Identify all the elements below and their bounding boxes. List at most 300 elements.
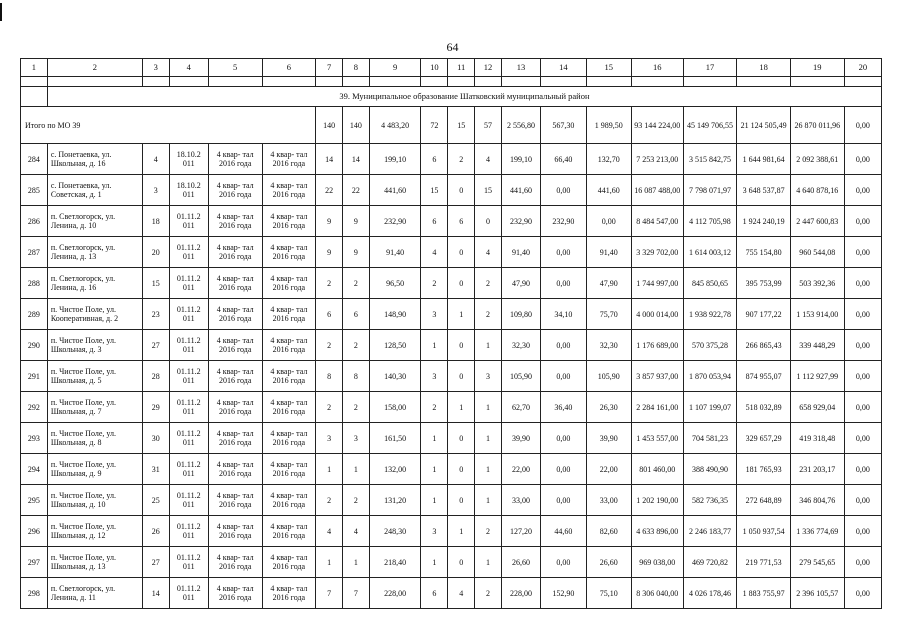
section-title: 39. Муниципальное образование Шатковский муниципальный район	[47, 87, 881, 107]
total-value-cell: 1 989,50	[586, 107, 631, 144]
table-cell: 01.11.2 011	[169, 299, 208, 330]
table-cell: 199,10	[369, 144, 421, 175]
table-cell: 907 177,22	[737, 299, 791, 330]
table-cell: 289	[21, 299, 48, 330]
table-cell: 1	[343, 454, 370, 485]
spacer-cell	[262, 77, 316, 87]
table-cell: 34,10	[541, 299, 586, 330]
table-cell: 1 202 190,00	[632, 485, 684, 516]
table-cell: 291	[21, 361, 48, 392]
table-cell: 1	[316, 454, 343, 485]
table-cell: 47,90	[586, 268, 631, 299]
table-cell: 0,00	[844, 330, 881, 361]
table-cell: 26	[142, 516, 169, 547]
table-cell: 1	[421, 330, 448, 361]
table-row	[21, 392, 882, 423]
table-cell: 290	[21, 330, 48, 361]
table-cell: 01.11.2 011	[169, 485, 208, 516]
table-cell: 1	[475, 392, 502, 423]
table-cell: 3 515 842,75	[683, 144, 737, 175]
table-cell: 232,90	[501, 206, 540, 237]
spacer-cell	[369, 77, 421, 87]
spacer-cell	[501, 77, 540, 87]
section-left-cell	[21, 87, 48, 107]
table-cell: 1	[475, 330, 502, 361]
table-cell: 1 744 997,00	[632, 268, 684, 299]
table-cell: 296	[21, 516, 48, 547]
column-number-cell: 4	[169, 59, 208, 77]
table-cell: 9	[316, 237, 343, 268]
table-cell: 1 176 689,00	[632, 330, 684, 361]
spacer-cell	[142, 77, 169, 87]
column-number-cell: 6	[262, 59, 316, 77]
table-cell: 6	[316, 299, 343, 330]
table-cell: 4 000 014,00	[632, 299, 684, 330]
table-cell: 469 720,82	[683, 547, 737, 578]
table-cell: 4 112 705,98	[683, 206, 737, 237]
table-cell: 845 850,65	[683, 268, 737, 299]
table-cell: 22	[343, 175, 370, 206]
spacer-cell	[448, 77, 475, 87]
column-number-cell: 5	[208, 59, 262, 77]
table-cell: 1 336 774,69	[790, 516, 844, 547]
table-cell: 388 490,90	[683, 454, 737, 485]
table-cell: 346 804,76	[790, 485, 844, 516]
table-cell: 14	[142, 578, 169, 609]
table-cell: 2	[475, 268, 502, 299]
table-row	[21, 144, 882, 175]
table-cell: 658 929,04	[790, 392, 844, 423]
table-cell: 969 038,00	[632, 547, 684, 578]
table-cell: 1	[421, 423, 448, 454]
table-cell: 96,50	[369, 268, 421, 299]
table-cell: 2	[343, 268, 370, 299]
table-cell: 6	[421, 144, 448, 175]
table-cell: 4 квар- тал 2016 года	[208, 330, 262, 361]
total-value-cell: 45 149 706,55	[683, 107, 737, 144]
table-cell: 0,00	[541, 268, 586, 299]
table-cell: 1	[475, 454, 502, 485]
spacer-row	[21, 77, 882, 87]
table-cell: 2	[316, 392, 343, 423]
table-cell: 01.11.2 011	[169, 268, 208, 299]
table-cell: 199,10	[501, 144, 540, 175]
table-row	[21, 547, 882, 578]
table-cell: 2 092 388,61	[790, 144, 844, 175]
table-cell: 9	[343, 237, 370, 268]
table-row	[21, 206, 882, 237]
table-cell: 01.11.2 011	[169, 547, 208, 578]
table-cell: 293	[21, 423, 48, 454]
address-cell: с. Понетаевка, ул. Советская, д. 1	[47, 175, 142, 206]
table-cell: 3	[343, 423, 370, 454]
column-number-cell: 12	[475, 59, 502, 77]
table-cell: 1 938 922,78	[683, 299, 737, 330]
table-cell: 4 квар- тал 2016 года	[208, 175, 262, 206]
table-cell: 441,60	[501, 175, 540, 206]
table-cell: 26,60	[501, 547, 540, 578]
table-cell: 7 253 213,00	[632, 144, 684, 175]
table-cell: 1	[316, 547, 343, 578]
table-cell: 0,00	[844, 454, 881, 485]
table-cell: 3	[421, 516, 448, 547]
table-cell: 2	[316, 330, 343, 361]
total-value-cell: 140	[316, 107, 343, 144]
table-cell: 228,00	[369, 578, 421, 609]
table-cell: 1 924 240,19	[737, 206, 791, 237]
total-value-cell: 2 556,80	[501, 107, 540, 144]
table-cell: 4 квар- тал 2016 года	[262, 516, 316, 547]
table-cell: 1 153 914,00	[790, 299, 844, 330]
total-value-cell: 15	[448, 107, 475, 144]
table-cell: 3 857 937,00	[632, 361, 684, 392]
address-cell: п. Чистое Поле, ул. Школьная, д. 8	[47, 423, 142, 454]
table-cell: 4 квар- тал 2016 года	[262, 578, 316, 609]
table-cell: 22,00	[501, 454, 540, 485]
table-cell: 8 484 547,00	[632, 206, 684, 237]
table-cell: 292	[21, 392, 48, 423]
table-cell: 2	[343, 485, 370, 516]
table-cell: 4 квар- тал 2016 года	[208, 206, 262, 237]
table-cell: 26,30	[586, 392, 631, 423]
table-cell: 82,60	[586, 516, 631, 547]
table-cell: 0,00	[844, 392, 881, 423]
spacer-cell	[683, 77, 737, 87]
table-cell: 26,60	[586, 547, 631, 578]
table-cell: 105,90	[586, 361, 631, 392]
table-cell: 0,00	[541, 454, 586, 485]
table-cell: 441,60	[369, 175, 421, 206]
table-cell: 0,00	[541, 175, 586, 206]
address-cell: с. Понетаевка, ул. Школьная, д. 16	[47, 144, 142, 175]
column-number-cell: 11	[448, 59, 475, 77]
table-cell: 582 736,35	[683, 485, 737, 516]
table-cell: 570 375,28	[683, 330, 737, 361]
table-cell: 4	[475, 144, 502, 175]
address-cell: п. Светлогорск, ул. Ленина, д. 13	[47, 237, 142, 268]
total-value-cell: 567,30	[541, 107, 586, 144]
table-cell: 4 026 178,46	[683, 578, 737, 609]
table-cell: 0,00	[844, 361, 881, 392]
table-cell: 18.10.2 011	[169, 175, 208, 206]
table-cell: 0	[448, 547, 475, 578]
address-cell: п. Чистое Поле, ул. Школьная, д. 5	[47, 361, 142, 392]
table-cell: 284	[21, 144, 48, 175]
table-cell: 503 392,36	[790, 268, 844, 299]
table-cell: 266 865,43	[737, 330, 791, 361]
table-cell: 0,00	[541, 361, 586, 392]
table-cell: 0,00	[844, 423, 881, 454]
table-cell: 0,00	[844, 175, 881, 206]
column-number-cell: 8	[343, 59, 370, 77]
table-cell: 3	[421, 299, 448, 330]
address-cell: п. Чистое Поле, ул. Школьная, д. 10	[47, 485, 142, 516]
table-cell: 4 квар- тал 2016 года	[262, 175, 316, 206]
table-cell: 287	[21, 237, 48, 268]
table-cell: 01.11.2 011	[169, 206, 208, 237]
table-cell: 704 581,23	[683, 423, 737, 454]
table-cell: 27	[142, 330, 169, 361]
table-cell: 66,40	[541, 144, 586, 175]
table-cell: 01.11.2 011	[169, 237, 208, 268]
table-cell: 395 753,99	[737, 268, 791, 299]
total-value-cell: 26 870 011,96	[790, 107, 844, 144]
column-number-cell: 2	[47, 59, 142, 77]
resettlement-table	[20, 58, 882, 609]
table-cell: 801 460,00	[632, 454, 684, 485]
table-cell: 4 квар- тал 2016 года	[262, 330, 316, 361]
page-number: 64	[446, 40, 459, 54]
table-cell: 4 квар- тал 2016 года	[208, 547, 262, 578]
table-cell: 1	[475, 485, 502, 516]
table-cell: 419 318,48	[790, 423, 844, 454]
table-cell: 4 квар- тал 2016 года	[208, 144, 262, 175]
table-cell: 960 544,08	[790, 237, 844, 268]
table-cell: 4 квар- тал 2016 года	[208, 299, 262, 330]
spacer-cell	[343, 77, 370, 87]
table-row	[21, 361, 882, 392]
table-cell: 29	[142, 392, 169, 423]
table-cell: 1 870 053,94	[683, 361, 737, 392]
table-cell: 01.11.2 011	[169, 454, 208, 485]
table-cell: 4 квар- тал 2016 года	[262, 547, 316, 578]
table-cell: 4 квар- тал 2016 года	[208, 516, 262, 547]
table-cell: 39,90	[501, 423, 540, 454]
table-cell: 755 154,80	[737, 237, 791, 268]
table-cell: 6	[421, 206, 448, 237]
table-cell: 2	[421, 392, 448, 423]
table-cell: 4 квар- тал 2016 года	[262, 268, 316, 299]
table-cell: 7	[343, 578, 370, 609]
table-cell: 161,50	[369, 423, 421, 454]
table-cell: 441,60	[586, 175, 631, 206]
table-cell: 4	[316, 516, 343, 547]
column-number-cell: 3	[142, 59, 169, 77]
table-cell: 01.11.2 011	[169, 361, 208, 392]
table-cell: 0	[448, 454, 475, 485]
table-cell: 228,00	[501, 578, 540, 609]
table-cell: 8	[316, 361, 343, 392]
table-cell: 47,90	[501, 268, 540, 299]
spacer-cell	[21, 77, 48, 87]
table-cell: 4	[475, 237, 502, 268]
table-cell: 27	[142, 547, 169, 578]
table-cell: 01.11.2 011	[169, 423, 208, 454]
table-cell: 4 квар- тал 2016 года	[262, 299, 316, 330]
table-cell: 7	[316, 578, 343, 609]
table-cell: 2	[475, 299, 502, 330]
column-number-cell: 16	[632, 59, 684, 77]
table-row	[21, 299, 882, 330]
table-row	[21, 516, 882, 547]
table-cell: 339 448,29	[790, 330, 844, 361]
table-cell: 0,00	[844, 268, 881, 299]
address-cell: п. Чистое Поле, ул. Школьная, д. 3	[47, 330, 142, 361]
table-cell: 1 883 755,97	[737, 578, 791, 609]
table-cell: 9	[343, 206, 370, 237]
table-cell: 4	[343, 516, 370, 547]
table-cell: 4 квар- тал 2016 года	[208, 423, 262, 454]
table-cell: 18	[142, 206, 169, 237]
table-cell: 4 квар- тал 2016 года	[262, 361, 316, 392]
table-cell: 14	[343, 144, 370, 175]
table-cell: 1	[448, 392, 475, 423]
table-cell: 4 квар- тал 2016 года	[262, 206, 316, 237]
column-number-cell: 7	[316, 59, 343, 77]
table-cell: 4	[448, 578, 475, 609]
table-cell: 0,00	[844, 547, 881, 578]
column-number-cell: 15	[586, 59, 631, 77]
table-cell: 128,50	[369, 330, 421, 361]
table-cell: 3	[421, 361, 448, 392]
table-cell: 2 246 183,77	[683, 516, 737, 547]
table-cell: 1	[421, 454, 448, 485]
table-cell: 32,30	[586, 330, 631, 361]
scan-edge-mark	[0, 3, 2, 21]
table-cell: 148,90	[369, 299, 421, 330]
table-cell: 36,40	[541, 392, 586, 423]
table-cell: 6	[343, 299, 370, 330]
table-cell: 874 955,07	[737, 361, 791, 392]
table-cell: 2 284 161,00	[632, 392, 684, 423]
spacer-cell	[790, 77, 844, 87]
table-cell: 0,00	[844, 299, 881, 330]
address-cell: п. Чистое Поле, ул. Школьная, д. 13	[47, 547, 142, 578]
table-cell: 4 633 896,00	[632, 516, 684, 547]
section-row	[21, 87, 882, 107]
table-cell: 2	[421, 268, 448, 299]
table-cell: 8	[343, 361, 370, 392]
table-cell: 8 306 040,00	[632, 578, 684, 609]
total-row	[21, 107, 882, 144]
table-cell: 2	[448, 144, 475, 175]
table-cell: 181 765,93	[737, 454, 791, 485]
total-value-cell: 72	[421, 107, 448, 144]
table-cell: 109,80	[501, 299, 540, 330]
table-cell: 272 648,89	[737, 485, 791, 516]
table-row	[21, 454, 882, 485]
table-cell: 4 квар- тал 2016 года	[208, 361, 262, 392]
column-number-cell: 9	[369, 59, 421, 77]
table-row	[21, 175, 882, 206]
table-cell: 01.11.2 011	[169, 392, 208, 423]
table-cell: 15	[142, 268, 169, 299]
table-cell: 158,00	[369, 392, 421, 423]
table-cell: 0,00	[844, 144, 881, 175]
table-cell: 218,40	[369, 547, 421, 578]
table-cell: 4 квар- тал 2016 года	[262, 423, 316, 454]
table-cell: 25	[142, 485, 169, 516]
table-cell: 4 квар- тал 2016 года	[262, 237, 316, 268]
table-cell: 4 квар- тал 2016 года	[262, 392, 316, 423]
spacer-cell	[316, 77, 343, 87]
total-label: Итого по МО 39	[21, 107, 316, 144]
table-cell: 3	[475, 361, 502, 392]
table-cell: 297	[21, 547, 48, 578]
address-cell: п. Чистое Поле, ул. Кооперативная, д. 2	[47, 299, 142, 330]
table-cell: 4 квар- тал 2016 года	[208, 485, 262, 516]
table-cell: 1 453 557,00	[632, 423, 684, 454]
table-cell: 3 329 702,00	[632, 237, 684, 268]
table-cell: 15	[421, 175, 448, 206]
table-cell: 1 050 937,54	[737, 516, 791, 547]
table-cell: 1 614 003,12	[683, 237, 737, 268]
column-number-cell: 10	[421, 59, 448, 77]
table-cell: 0,00	[844, 206, 881, 237]
address-cell: п. Светлогорск, ул. Ленина, д. 16	[47, 268, 142, 299]
table-cell: 4 квар- тал 2016 года	[262, 144, 316, 175]
table-cell: 4 квар- тал 2016 года	[208, 578, 262, 609]
table-cell: 518 032,89	[737, 392, 791, 423]
table-cell: 6	[448, 206, 475, 237]
table-cell: 0,00	[541, 485, 586, 516]
table-cell: 0,00	[541, 330, 586, 361]
table-cell: 31	[142, 454, 169, 485]
table-cell: 2	[316, 268, 343, 299]
table-cell: 2	[343, 392, 370, 423]
table-cell: 132,70	[586, 144, 631, 175]
table-cell: 15	[475, 175, 502, 206]
table-cell: 0	[448, 485, 475, 516]
table-cell: 2	[475, 578, 502, 609]
address-cell: п. Светлогорск, ул. Ленина, д. 10	[47, 206, 142, 237]
table-cell: 0	[475, 206, 502, 237]
column-number-cell: 18	[737, 59, 791, 77]
table-cell: 91,40	[501, 237, 540, 268]
table-cell: 0,00	[586, 206, 631, 237]
total-value-cell: 57	[475, 107, 502, 144]
address-cell: п. Чистое Поле, ул. Школьная, д. 9	[47, 454, 142, 485]
table-cell: 0	[448, 237, 475, 268]
total-value-cell: 0,00	[844, 107, 881, 144]
table-cell: 0	[448, 175, 475, 206]
table-cell: 0,00	[844, 578, 881, 609]
table-cell: 131,20	[369, 485, 421, 516]
table-cell: 219 771,53	[737, 547, 791, 578]
table-cell: 248,30	[369, 516, 421, 547]
table-cell: 0	[448, 361, 475, 392]
total-value-cell: 4 483,20	[369, 107, 421, 144]
table-cell: 127,20	[501, 516, 540, 547]
table-cell: 2	[343, 330, 370, 361]
table-cell: 0,00	[844, 485, 881, 516]
column-number-cell: 1	[21, 59, 48, 77]
table-cell: 231 203,17	[790, 454, 844, 485]
table-cell: 33,00	[586, 485, 631, 516]
table-cell: 4 квар- тал 2016 года	[208, 392, 262, 423]
total-value-cell: 93 144 224,00	[632, 107, 684, 144]
table-cell: 75,70	[586, 299, 631, 330]
table-cell: 4 квар- тал 2016 года	[208, 268, 262, 299]
table-cell: 4 квар- тал 2016 года	[208, 454, 262, 485]
spacer-cell	[421, 77, 448, 87]
table-cell: 33,00	[501, 485, 540, 516]
table-cell: 1	[448, 516, 475, 547]
table-row	[21, 330, 882, 361]
table-cell: 295	[21, 485, 48, 516]
table-cell: 329 657,29	[737, 423, 791, 454]
table-cell: 0,00	[541, 423, 586, 454]
spacer-cell	[475, 77, 502, 87]
table-cell: 1	[421, 547, 448, 578]
table-cell: 2 447 600,83	[790, 206, 844, 237]
table-cell: 152,90	[541, 578, 586, 609]
table-cell: 288	[21, 268, 48, 299]
spacer-cell	[632, 77, 684, 87]
table-cell: 0,00	[541, 237, 586, 268]
table-cell: 2	[316, 485, 343, 516]
address-cell: п. Светлогорск, ул. Ленина, д. 11	[47, 578, 142, 609]
